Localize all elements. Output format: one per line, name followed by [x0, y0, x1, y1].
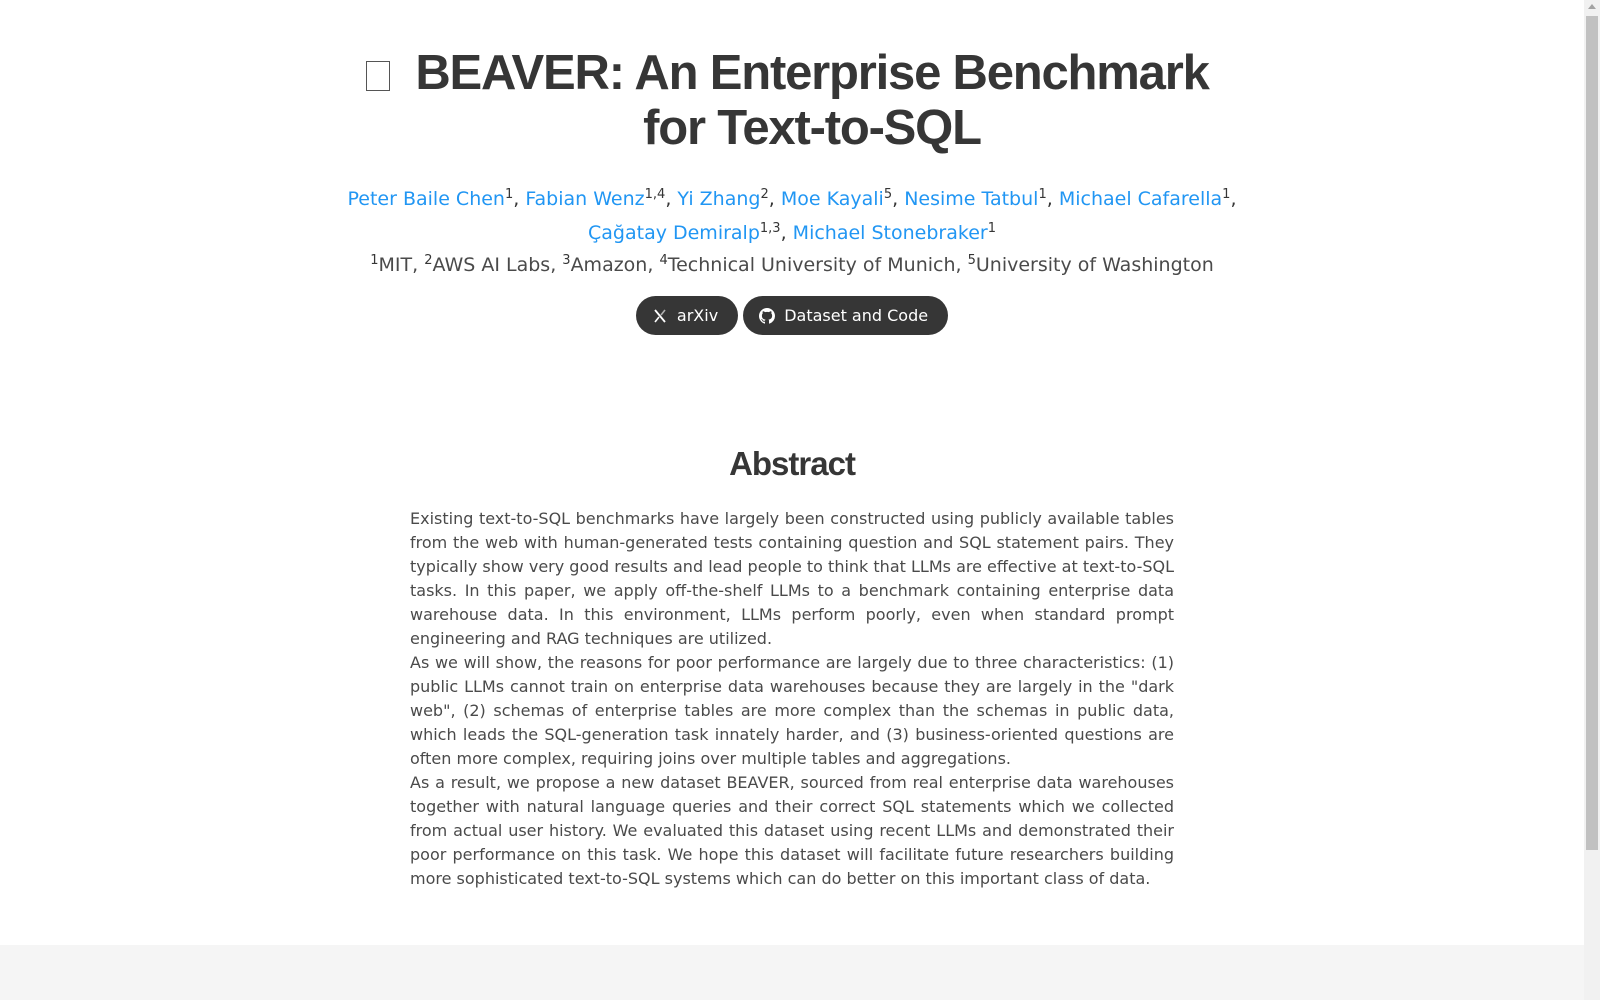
author-line-2: [0, 216, 1584, 250]
affiliation-separator: ,: [955, 254, 968, 276]
abstract-heading: Abstract: [729, 445, 855, 482]
arxiv-icon: [652, 308, 668, 324]
missing-glyph-icon: [366, 61, 390, 91]
dataset-code-button-label: Dataset and Code: [784, 306, 929, 325]
author-separator: ,: [768, 188, 781, 210]
arxiv-button-label: arXiv: [676, 306, 719, 325]
scrollbar-thumb[interactable]: [1586, 16, 1598, 850]
author-list: [0, 182, 1584, 250]
hero-section: [0, 0, 1584, 335]
author-affiliation-marker: 1: [504, 187, 514, 202]
affiliation-name: Technical University of Munich: [667, 254, 956, 276]
author-affiliation-marker: 1: [1038, 187, 1047, 202]
dataset-code-button[interactable]: [743, 296, 948, 335]
author-separator: ,: [1230, 188, 1237, 210]
author-link[interactable]: Michael Stonebraker: [792, 222, 988, 244]
title-row: [0, 46, 1584, 156]
author-separator: ,: [780, 222, 793, 244]
affiliation-separator: ,: [412, 254, 425, 276]
author-affiliation-marker: 1,3: [759, 221, 781, 236]
affiliation-list: [0, 252, 1584, 278]
author-affiliation-marker: 2: [760, 187, 769, 202]
abstract-paragraph: As we will show, the reasons for poor performance are largely due to three characteristics: (1) public LLMs cannot train on enterprise data warehouses because they are largely in the "dark web", (2) schemas of enterprise tables are more complex than the schemas in public data, which leads the SQL-generation task innately harder, and (3) business-oriented questions are often more complex, requiring joins over multiple tables and aggregations.: [410, 653, 1174, 768]
link-buttons: [0, 296, 1584, 335]
abstract-section: [0, 445, 1584, 891]
next-section-band: [0, 945, 1584, 1000]
scroll-up-arrow-icon[interactable]: [1588, 4, 1596, 9]
author-affiliation-marker: 5: [883, 187, 893, 202]
author-link[interactable]: Moe Kayali: [780, 188, 884, 210]
author-affiliation-marker: 1,4: [644, 187, 666, 202]
author-line-1: [0, 182, 1584, 216]
abstract-paragraph: As a result, we propose a new dataset BEAVER, sourced from real enterprise data warehouses together with natural language queries and their correct SQL statements which we collected from actual user history. We evaluated this dataset using recent LLMs and demonstrated their poor performance on this task. We hope this dataset will facilitate future researchers building more sophisticated text-to-SQL systems which can do better on this important class of data.: [410, 773, 1174, 888]
author-link[interactable]: Yi Zhang: [677, 188, 761, 210]
affiliation-separator: ,: [550, 254, 563, 276]
author-link[interactable]: Çağatay Demiralp: [588, 222, 760, 244]
github-icon: [759, 308, 775, 324]
affiliation-marker: 3: [562, 253, 571, 268]
author-separator: ,: [665, 188, 678, 210]
author-separator: ,: [513, 188, 526, 210]
affiliation-name: Amazon: [570, 254, 648, 276]
affiliation-name: AWS AI Labs: [432, 254, 551, 276]
page-title: BEAVER: An Enterprise Benchmark for Text-to-SQL: [415, 46, 1209, 155]
affiliation-name: MIT: [378, 254, 413, 276]
author-link[interactable]: Nesime Tatbul: [904, 188, 1039, 210]
author-link[interactable]: Michael Cafarella: [1058, 188, 1223, 210]
affiliation-separator: ,: [647, 254, 660, 276]
abstract-body: [410, 507, 1174, 891]
author-separator: ,: [1046, 188, 1059, 210]
affiliation-marker: 1: [370, 253, 379, 268]
arxiv-button[interactable]: [636, 296, 738, 335]
affiliation-marker: 5: [967, 253, 976, 268]
vertical-scrollbar[interactable]: [1584, 0, 1600, 1000]
affiliation-marker: 4: [659, 253, 668, 268]
author-affiliation-marker: 1: [1222, 187, 1231, 202]
author-affiliation-marker: 1: [987, 221, 996, 236]
affiliation-name: University of Washington: [975, 254, 1214, 276]
author-link[interactable]: Fabian Wenz: [525, 188, 645, 210]
affiliation-marker: 2: [424, 253, 433, 268]
author-separator: ,: [892, 188, 905, 210]
abstract-paragraph: Existing text-to-SQL benchmarks have largely been constructed using publicly available tables from the web with human-generated tests containing question and SQL statement pairs. They typically show very good results and lead people to think that LLMs are effective at text-to-SQL tasks. In this paper, we apply off-the-shelf LLMs to a benchmark containing enterprise data warehouse data. In this environment, LLMs perform poorly, even when standard prompt engineering and RAG techniques are utilized.: [410, 509, 1174, 648]
author-link[interactable]: Peter Baile Chen: [347, 188, 505, 210]
